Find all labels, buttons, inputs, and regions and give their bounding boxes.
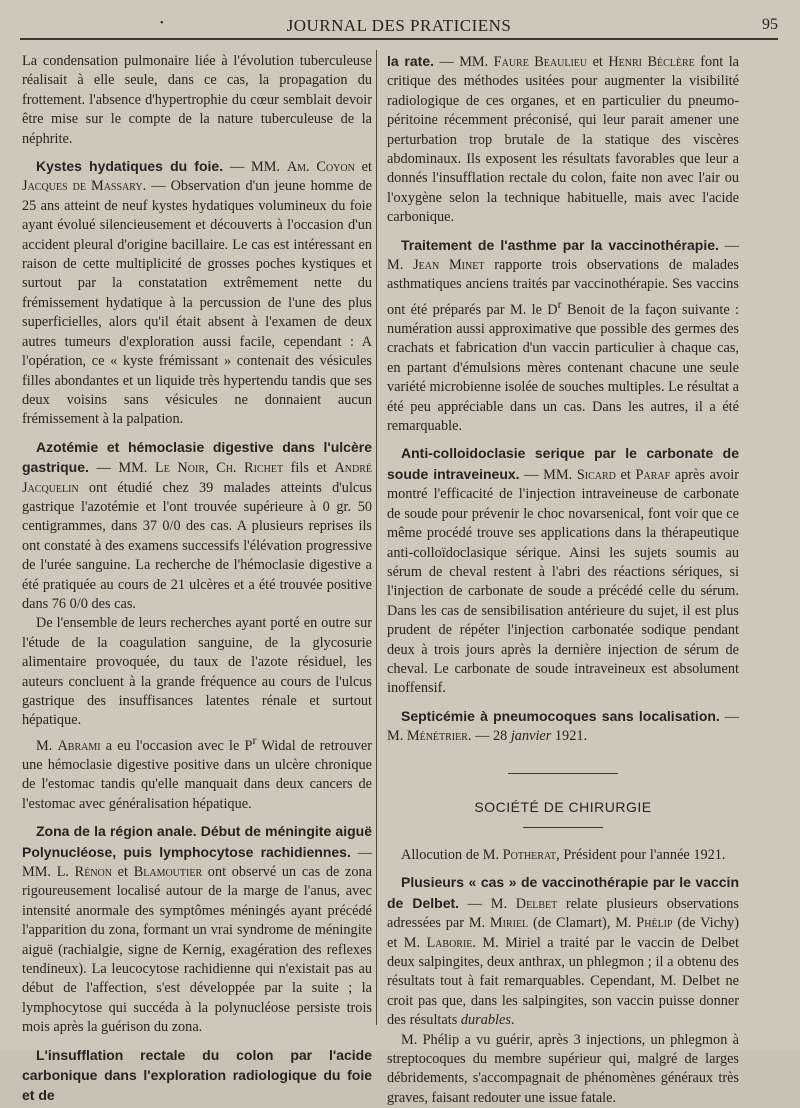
column-divider (376, 50, 377, 1025)
author-name: Le Noir (155, 460, 205, 477)
article-azotemie: Azotémie et hémoclasie digestive dans l'ulcère gastrique. — MM. Le Noir, Ch. Richet fils et André Jacquelin ont étudié chez 39 malades atteints d'ulcus gastrique l'azotémie et l'ont trouvée supérieure à 0 gr. 50 centigrammes, dans 37 0/0 des cas. A plusieurs reprises ils ont constaté à des examens successifs l'élévation progressive de l'urée sanguine. La recherche de l'hémoclasie digestive a été pratiquée au cours de 21 ulcères et a été trouvée positive dans 76 0/0 des cas. (22, 438, 372, 612)
author-name: Sicard (576, 466, 616, 483)
author-name: Delbet (515, 895, 558, 912)
author-name: Henri Béclère (608, 54, 695, 70)
intro-paragraph: La condensation pulmonaire liée à l'évolution tuberculeuse réalisait à elle seule, dans ce cas, la propagation du frottement. l'absence d'hypertrophie du cœur semblait devoir être mise sur le compte de la nature tuberculeuse de la néphrite. (22, 53, 372, 147)
author-name: Miriel (489, 915, 529, 932)
section-heading (387, 773, 739, 828)
article-zona: Zona de la région anale. Début de méningite aiguë Polynucléose, puis lymphocytose rachidiennes. — MM. L. Rénon et Blamoutier ont observé un cas de zona rigoureusement localisé autour de la marge de l'anus, avec intensité anormale des symptômes méningés ayant précédé l'apparition du zona, formant un vrai syndrome de méningite aiguë (rachialgie, signe de Kernig, exagération des reflexes tendineux). La leucocytose rachidienne qui n'existait pas au début de l'affection, s'est développée par la suite ; la lymphocytose qui succéda à la polynucléose persiste trois mois après la guérison du zona. (22, 823, 373, 1036)
article-insufflation-continued: la rate. — MM. Faure Beaulieu et Henri Béclère font la critique des méthodes usitées pour augmenter la visibilité radiologique de ces organes, et en particulier du pneumo-péritoine récemment préconisé, qui leur parait amener une perturbation trop brutale de la statique des viscères abdominaux. Ils exposent les résultats favorables que leur a donnés l'insufflation rectale du colon, faite non avec l'air ou l'oxygène selon la technique habituelle, mais avec l'acide carbonique. (387, 53, 740, 226)
author-name: Faure Beaulieu (493, 54, 588, 70)
article-insufflation (22, 1046, 372, 1107)
left-column (22, 52, 372, 1107)
article-body: ont observé un cas de zona rigoureusement localisé autour de la marge de l'anus, avec intensité anormale des symptômes méningés ayant précédé l'apparition du zona, formant un vrai syndrome de méningite aiguë (rachialgie, signe de Kernig, exagération des reflexes tendineux). La leucocytose rachidienne qui n'existait pas au début de l'affection, s'est développée par la suite ; la lymphocytose qui succéda à la polynucléose persiste trois mois après la guérison du zona. (22, 864, 373, 1036)
journal-title: JOURNAL DES PRATICIENS (286, 16, 512, 35)
article-title: la rate. (387, 53, 435, 69)
article-title: Kystes hydatiques du foie. (36, 158, 224, 175)
article-title: Traitement de l'asthme par la vaccinothérapie. (401, 236, 719, 253)
article-paragraph: M. Phélip a vu guérir, après 3 injections, un phlegmon à streptocoques du membre supérieur qui, malgré de larges débridements, s'accompagnait de phénomènes généraux très graves, faisant redouter une issue fatale. (387, 1031, 739, 1106)
author-name: Blamoutier (133, 864, 203, 881)
author-name: Jacques de Massary (22, 178, 143, 195)
article-body: après avoir montré l'efficacité de l'injection intraveineuse de carbonate de soude pour prévenir le choc novarsenical, font voir que ce même procédé trouve ses applications dans la thérapeutique anti-colloïdoclasique sérique. Ainsi les sujets soumis au sérum de cheval restent à l'abri des réactions sériques, si l'injection de carbonate de soude a précédé celle du sérum. Dans les cas de sensibilisation antérieure du sujet, il est plus prudent de répéter l'injection carbonatée sodique pendant deux à trois jours après la dernière injection de sérum de cheval. Le carbonate de soude intraveineux est absolument inoffensif. (387, 466, 739, 697)
article-body: font la critique des méthodes usitées pour augmenter la visibilité radiologique de ces organes, et en particulier du pneumo-péritoine récemment préconisé, qui leur parait amener une perturbation trop brutale de la statique des viscères abdominaux. Ils exposent les résultats favorables que leur a donnés l'insufflation rectale du colon, faite non avec l'air ou l'oxygène selon la technique habituelle, mais avec l'acide carbonique. (387, 54, 740, 226)
page-number: 95 (762, 16, 778, 33)
article-title: L'insufflation rectale du colon par l'acide carbonique dans l'exploration radiologique du foie et de (22, 1046, 372, 1104)
header-rule (20, 38, 778, 40)
author-name: Ménétrier (406, 728, 468, 745)
article-vaccinotherapie-delbet: Plusieurs « cas » de vaccinothérapie par le vaccin de Delbet. — M. Delbet relate plusieurs observations adressées par M. Miriel (de Clamart), M. Phélip (de Vichy) et M. Laborie. M. Miriel a traité par le vaccin de Delbet deux salpingites, deux anthrax, un phlegmon ; il a obtenu des résultats tout à fait remarquables. Cependant, M. Delbet ne croit pas que, dans les salpingites, son vaccin puisse donner des résultats durables. (387, 874, 739, 1029)
allocution-paragraph: Allocution de M. Potherat, Président pour l'année 1921. (401, 846, 726, 863)
author-name: Potherat (502, 846, 557, 863)
author-name: Paraf (635, 466, 671, 483)
article-asthme: Traitement de l'asthme par la vaccinothérapie. — M. Jean Minet rapporte trois observations de malades asthmatiques anciens traités par vaccinothérapie. Ses vaccins ont été préparés par M. le $D^r$ Benoit de la façon suivante : numération aussi approximative que possible des germes des crachats et fabrication d'un vaccin particulier à chaque cas, en partant d'émulsions mères contenant chacune une seule variété microbienne isolée de souches multiples. Le résultat a été peu appréciable dans un cas. Dans les autres, il a été remarquable. (387, 236, 740, 435)
article-title: Anti-colloidoclasie serique par le carbonate de soude intraveineux. (387, 445, 739, 482)
article-septicemie: Septicémie à pneumocoques sans localisation. — M. Ménétrier. — 28 janvier 1921. (387, 707, 739, 745)
header-ornament: • (160, 18, 164, 29)
author-name: Phélip (636, 915, 673, 932)
section-rule (508, 773, 618, 774)
right-column (387, 52, 739, 1108)
author-name: Ch. Richet (216, 460, 284, 477)
article-title: Plusieurs « cas » de vaccinothérapie par le vaccin de Delbet. (387, 874, 739, 911)
article-date: janvier (510, 728, 552, 745)
article-body: . — Observation d'un jeune homme de 25 ans atteint de neuf kystes hydatiques volumineux du foie ayant évolué silencieusement et découverts à l'occasion d'un accident pleural d'origine bacillaire. Le cas est intéressant en raison de cette multiplicité de grosses poches kystiques et surtout par la constatation extrêmement nette du frémissement hydatique à la percussion de l'une des plus superficielles, alors qu'il était absent à l'examen de deux autres tumeurs d'exploration aussi facile, cependant : A l'opération, ce « kyste frémissant » contenait des vésicules filles abondantes et un liquide très hypertendu tandis que ses deux voisins sans vésicules ne donnaient aucun frémissement à la palpation. (22, 178, 372, 428)
article-title: Azotémie et hémoclasie digestive dans l'ulcère gastrique. (22, 438, 372, 476)
author-name: Jean Minet (413, 257, 485, 274)
author-name: L. Rénon (56, 864, 112, 881)
author-name: Laborie (426, 934, 473, 951)
article-anti-colloidoclasie: Anti-colloidoclasie serique par le carbonate de soude intraveineux. — MM. Sicard et Paraf après avoir montré l'efficacité de l'injection intraveineuse de carbonate de soude pour prévenir le choc novarsenical, font voir que ce même procédé trouve ses applications dans la thérapeutique anti-colloïdoclasique sérique. Ainsi les sujets soumis au sérum de cheval restent à l'abri des réactions sériques, si l'injection de carbonate de soude a précédé celle du sérum. Dans les cas de sensibilisation antérieure du sujet, il est plus prudent de répéter l'injection carbonatée sodique pendant deux à trois jours après la dernière injection de sérum de cheval. Le carbonate de soude intraveineux est absolument inoffensif. (387, 445, 739, 697)
article-title: Septicémie à pneumocoques sans localisation. (401, 707, 720, 724)
emphasis: durables (460, 1012, 511, 1029)
section-title: SOCIÉTÉ DE CHIRURGIE (474, 798, 652, 815)
article-title: Zona de la région anale. Début de méningite aiguë Polynucléose, puis lymphocytose rachidiennes. (22, 823, 372, 860)
section-rule (523, 827, 603, 828)
author-name: André Jacquelin (22, 460, 372, 496)
article-body: ont étudié chez 39 malades atteints d'ulcus gastrique l'azotémie et l'ont trouvée supérieure à 0 gr. 50 centigrammes, dans 37 0/0 des cas. A plusieurs reprises ils ont constaté à des examens successifs l'élévation progressive de l'urée sanguine. La recherche de l'hémoclasie digestive a été pratiquée au cours de 21 ulcères et a été trouvée positive dans 76 0/0 des cas. (22, 479, 372, 612)
article-paragraph: De l'ensemble de leurs recherches ayant porté en outre sur l'étude de la coagulation sanguine, de la glycosurie alimentaire provoquée, du taux de l'azote résiduel, les auteurs concluent à la grande fréquence au cours de l'ulcus gastrique des insuffisances latentes rénale et surtout hépatique. (22, 615, 372, 729)
running-header (20, 14, 778, 40)
author-name: Abrami (57, 737, 101, 754)
author-name: Am. Coyon (286, 159, 355, 176)
article-paragraph: M. Abrami a eu l'occasion avec le $P^r$ Widal de retrouver une hémoclasie digestive positive dans un ulcère chronique de l'estomac tandis qu'elle manquait dans deux cancers de l'estomac avec généralisation hépatique. (22, 732, 372, 812)
article-kystes-hydatiques: Kystes hydatiques du foie. — MM. Am. Coyon et Jacques de Massary. — Observation d'un jeune homme de 25 ans atteint de neuf kystes hydatiques volumineux du foie ayant évolué silencieusement et découverts à l'occasion d'un accident pleural d'origine bacillaire. Le cas est intéressant en raison de cette multiplicité de grosses poches kystiques et surtout par la constatation extrêmement nette du frémissement hydatique à la percussion de l'une des plus superficielles, alors qu'il était absent à l'examen de deux autres tumeurs d'exploration aussi facile, cependant : A l'opération, ce « kyste frémissant » contenait des vésicules filles abondantes et un liquide très hypertendu tandis que ses deux voisins sans vésicules ne donnaient aucun frémissement à la palpation. (22, 158, 372, 428)
